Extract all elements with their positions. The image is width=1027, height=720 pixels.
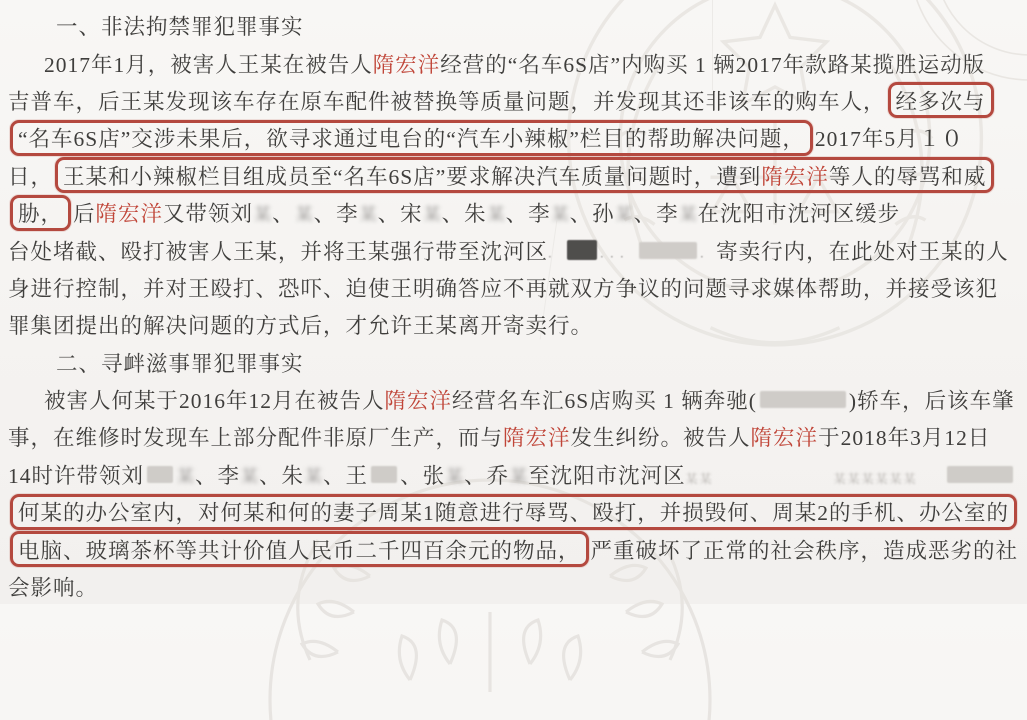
text-segment: 吉普车，后王某发现该车存在原车配件被替换等质量问题，并发现其还非该车的购车人， (8, 89, 886, 114)
text-segment: 于2018年3月12日 (818, 426, 991, 451)
text-segment: 2017年5月１０ (814, 127, 964, 152)
redaction-light (760, 391, 846, 408)
document-line (8, 493, 1019, 530)
document-line (8, 119, 1019, 156)
text-segment: 、王 (323, 463, 369, 488)
highlight-box (10, 494, 1017, 530)
text-segment: 、宋 (377, 202, 423, 227)
blurred-name: 某 (305, 466, 323, 486)
text-segment: 罪集团提出的解决问题的方式后，才允许王某离开寄卖行。 (8, 314, 594, 339)
section-1-heading (8, 7, 1019, 44)
document-line (8, 157, 1019, 194)
highlight-box (55, 157, 994, 193)
redaction-light (371, 466, 397, 483)
text-segment: 胁， (18, 202, 64, 227)
text-segment: 事，在维修时发现车上部分配件非原厂生产，而与 (8, 426, 504, 451)
text-segment: 、乔 (464, 463, 510, 488)
faint-blurred-text: 某某 (685, 472, 714, 487)
text-segment: 、朱 (259, 463, 305, 488)
document-line (8, 231, 1019, 268)
section-2-heading (8, 344, 1019, 381)
text-segment: 后 (73, 202, 96, 227)
blurred-name: 某 (487, 205, 505, 225)
redaction-light (639, 242, 697, 259)
defendant-name: 隋宏洋 (372, 52, 441, 77)
text-segment: 被害人何某于2016年12月在被告人 (44, 389, 385, 414)
text-segment: 又带领刘 (163, 202, 254, 227)
blurred-name: 某 (446, 466, 464, 486)
blurred-name: 某 (510, 466, 528, 486)
document-line (8, 381, 1019, 418)
blurred-name: 某 (241, 466, 259, 486)
spacer (918, 474, 944, 475)
redaction-light (147, 466, 173, 483)
text-segment: 王某和小辣椒栏目组成员至“名车6S店”要求解决汽车质量问题时，遭到 (63, 164, 762, 189)
document-line (8, 44, 1019, 81)
text-segment: 至沈阳市沈河区 (528, 463, 686, 488)
text-segment: 2017年1月，被害人王某在被告人 (44, 52, 373, 77)
document-line (8, 568, 1019, 605)
highlight-box (10, 120, 813, 156)
blurred-name: 某 (615, 205, 633, 225)
text-segment: 、孙 (569, 202, 615, 227)
text-segment: 、朱 (441, 202, 487, 227)
redaction-dots: ．．． (600, 245, 637, 260)
blurred-name: 某 (423, 205, 441, 225)
document-line (8, 530, 1019, 567)
text-segment: “名车6S店”交涉未果后，欲寻求通过电台的“汽车小辣椒”栏目的帮助解决问题， (18, 127, 805, 152)
redaction-light (947, 466, 1013, 483)
faint-blurred-text: 某某某某某某 (833, 472, 918, 487)
text-segment: 台处堵截、殴打被害人王某，并将王某强行带至沈河区 (8, 239, 549, 264)
text-segment: 一、非法拘禁罪犯罪事实 (56, 15, 304, 40)
defendant-name: 隋宏洋 (384, 389, 453, 414)
document-line (8, 82, 1019, 119)
blurred-name: 某 (254, 205, 272, 225)
document-line (8, 269, 1019, 306)
text-segment: 等人的辱骂和威 (828, 164, 987, 189)
blurred-name: 某 (295, 205, 313, 225)
defendant-name: 隋宏洋 (761, 164, 829, 189)
text-segment: 经营名车汇6S店购买 1 辆奔驰( (452, 389, 757, 414)
blurred-name: 某 (359, 205, 377, 225)
text-segment: 在沈阳市沈河区缓步 (697, 202, 901, 227)
text-segment: 寄卖行内，在此处对王某的人 (716, 239, 1009, 264)
text-segment: 、 (272, 202, 295, 227)
defendant-name: 隋宏洋 (503, 426, 571, 451)
highlight-box (888, 82, 994, 118)
text-segment: 电脑、玻璃茶杯等共计价值人民币二千四百余元的物品， (18, 538, 581, 563)
text-segment: 14时许带领刘 (8, 463, 145, 488)
defendant-name: 隋宏洋 (750, 426, 819, 451)
text-segment: 经多次与 (895, 89, 986, 114)
text-segment: 、张 (400, 463, 446, 488)
text-segment: 、李 (195, 463, 241, 488)
text-segment: 经营的“名车6S店”内购买 1 辆2017年款路某揽胜运动版 (440, 52, 986, 77)
redaction-dots: ． (700, 245, 717, 260)
text-segment: 严重破坏了正常的社会秩序，造成恶劣的社 (590, 538, 1019, 563)
redaction-dark (567, 240, 597, 260)
highlight-box (10, 531, 589, 567)
text-segment: 、李 (313, 202, 359, 227)
text-segment: )轿车，后该车肇 (848, 389, 1015, 414)
text-segment: 身进行控制，并对王殴打、恐吓、迫使王明确答应不再就双方争议的问题寻求媒体帮助，并接受该犯 (8, 276, 999, 301)
spacer (714, 474, 834, 475)
text-segment: 会影响。 (8, 576, 99, 601)
text-segment: 、李 (633, 202, 679, 227)
document-line (8, 456, 1019, 493)
text-segment: 何某的办公室内，对何某和何的妻子周某1随意进行辱骂、殴打，并损毁何、周某2的手机、办公室的 (18, 501, 1010, 526)
blurred-name: 某 (551, 205, 569, 225)
text-segment: 、李 (505, 202, 551, 227)
redaction-dots: ． (548, 245, 565, 260)
text-segment: 日， (8, 164, 54, 189)
document-line (8, 194, 1019, 231)
text-segment: 二、寻衅滋事罪犯罪事实 (56, 351, 304, 376)
blurred-name: 某 (679, 205, 697, 225)
highlight-box (10, 195, 71, 231)
defendant-name: 隋宏洋 (95, 202, 164, 227)
document-line (8, 306, 1019, 343)
document-line (8, 418, 1019, 455)
text-segment: 发生纠纷。被告人 (570, 426, 751, 451)
blurred-name: 某 (177, 466, 195, 486)
